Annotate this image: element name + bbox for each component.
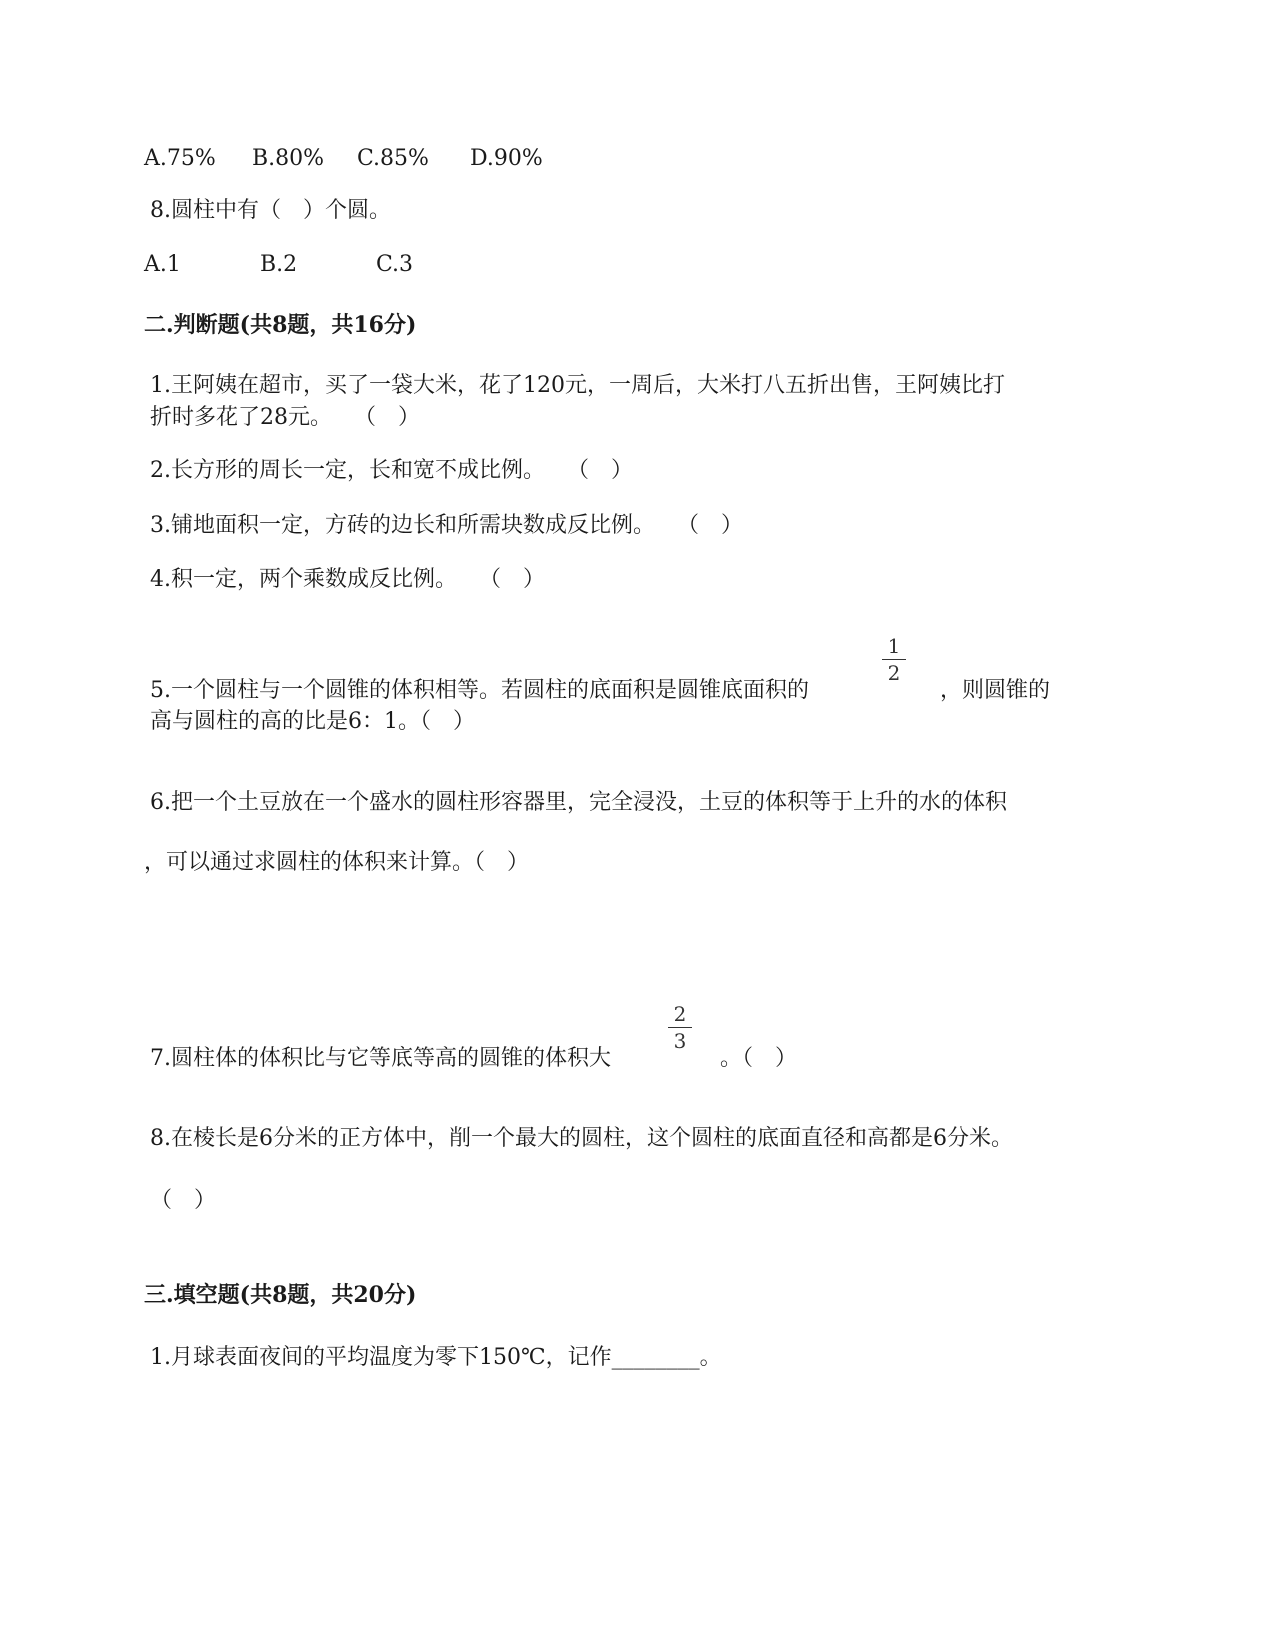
judgement-item-6-line1: 6.把一个土豆放在一个盛水的圆柱形容器里，完全浸没，土豆的体积等于上升的水的体积 xyxy=(150,790,1007,815)
fraction-two-thirds xyxy=(668,1004,692,1051)
judgement-item-1-line2: 折时多花了28元。 （ ） xyxy=(150,405,420,430)
judgement-item-8-line1: 8.在棱长是6分米的正方体中，削一个最大的圆柱，这个圆柱的底面直径和高都是6分米。 xyxy=(150,1126,1013,1151)
option-a: A.75% xyxy=(144,146,216,171)
section-heading-judgement: 二.判断题(共8题，共16分) xyxy=(144,312,417,338)
judgement-item-4: 4.积一定，两个乘数成反比例。 （ ） xyxy=(150,567,545,592)
judgement-item-2: 2.长方形的周长一定，长和宽不成比例。 （ ） xyxy=(150,458,633,483)
question-8: 8.圆柱中有（ ）个圆。 xyxy=(150,198,391,223)
judgement-item-5-line2: 高与圆柱的高的比是6：1。（ ） xyxy=(150,709,475,734)
judgement-item-8-line2: （ ） xyxy=(150,1188,217,1213)
q8-option-a: A.1 xyxy=(144,252,181,277)
judgement-item-6-line2: ，可以通过求圆柱的体积来计算。（ ） xyxy=(144,850,530,875)
fraction-denominator: 2 xyxy=(887,661,901,685)
fraction-numerator: 1 xyxy=(882,636,906,660)
fill-in-item-1: 1.月球表面夜间的平均温度为零下150℃，记作________。 xyxy=(150,1345,722,1370)
fraction-one-half xyxy=(882,636,906,683)
judgement-item-3: 3.铺地面积一定，方砖的边长和所需块数成反比例。 （ ） xyxy=(150,513,743,538)
fraction-numerator: 2 xyxy=(668,1004,692,1028)
option-c: C.85% xyxy=(357,146,429,171)
judgement-item-7a: 7.圆柱体的体积比与它等底等高的圆锥的体积大 xyxy=(150,1046,611,1071)
judgement-item-5-line1a: 5.一个圆柱与一个圆锥的体积相等。若圆柱的底面积是圆锥底面积的 xyxy=(150,678,809,703)
judgement-item-1-line1: 1.王阿姨在超市，买了一袋大米，花了120元，一周后，大米打八五折出售，王阿姨比打 xyxy=(150,373,1005,398)
option-d: D.90% xyxy=(470,146,543,171)
q8-option-c: C.3 xyxy=(376,252,414,277)
q8-option-b: B.2 xyxy=(260,252,298,277)
fraction-denominator: 3 xyxy=(673,1029,687,1053)
section-heading-fill-in: 三.填空题(共8题，共20分) xyxy=(144,1282,417,1308)
judgement-item-7b: 。（ ） xyxy=(720,1046,798,1071)
judgement-item-5-line1b: ，则圆锥的 xyxy=(940,678,1051,703)
option-b: B.80% xyxy=(252,146,325,171)
